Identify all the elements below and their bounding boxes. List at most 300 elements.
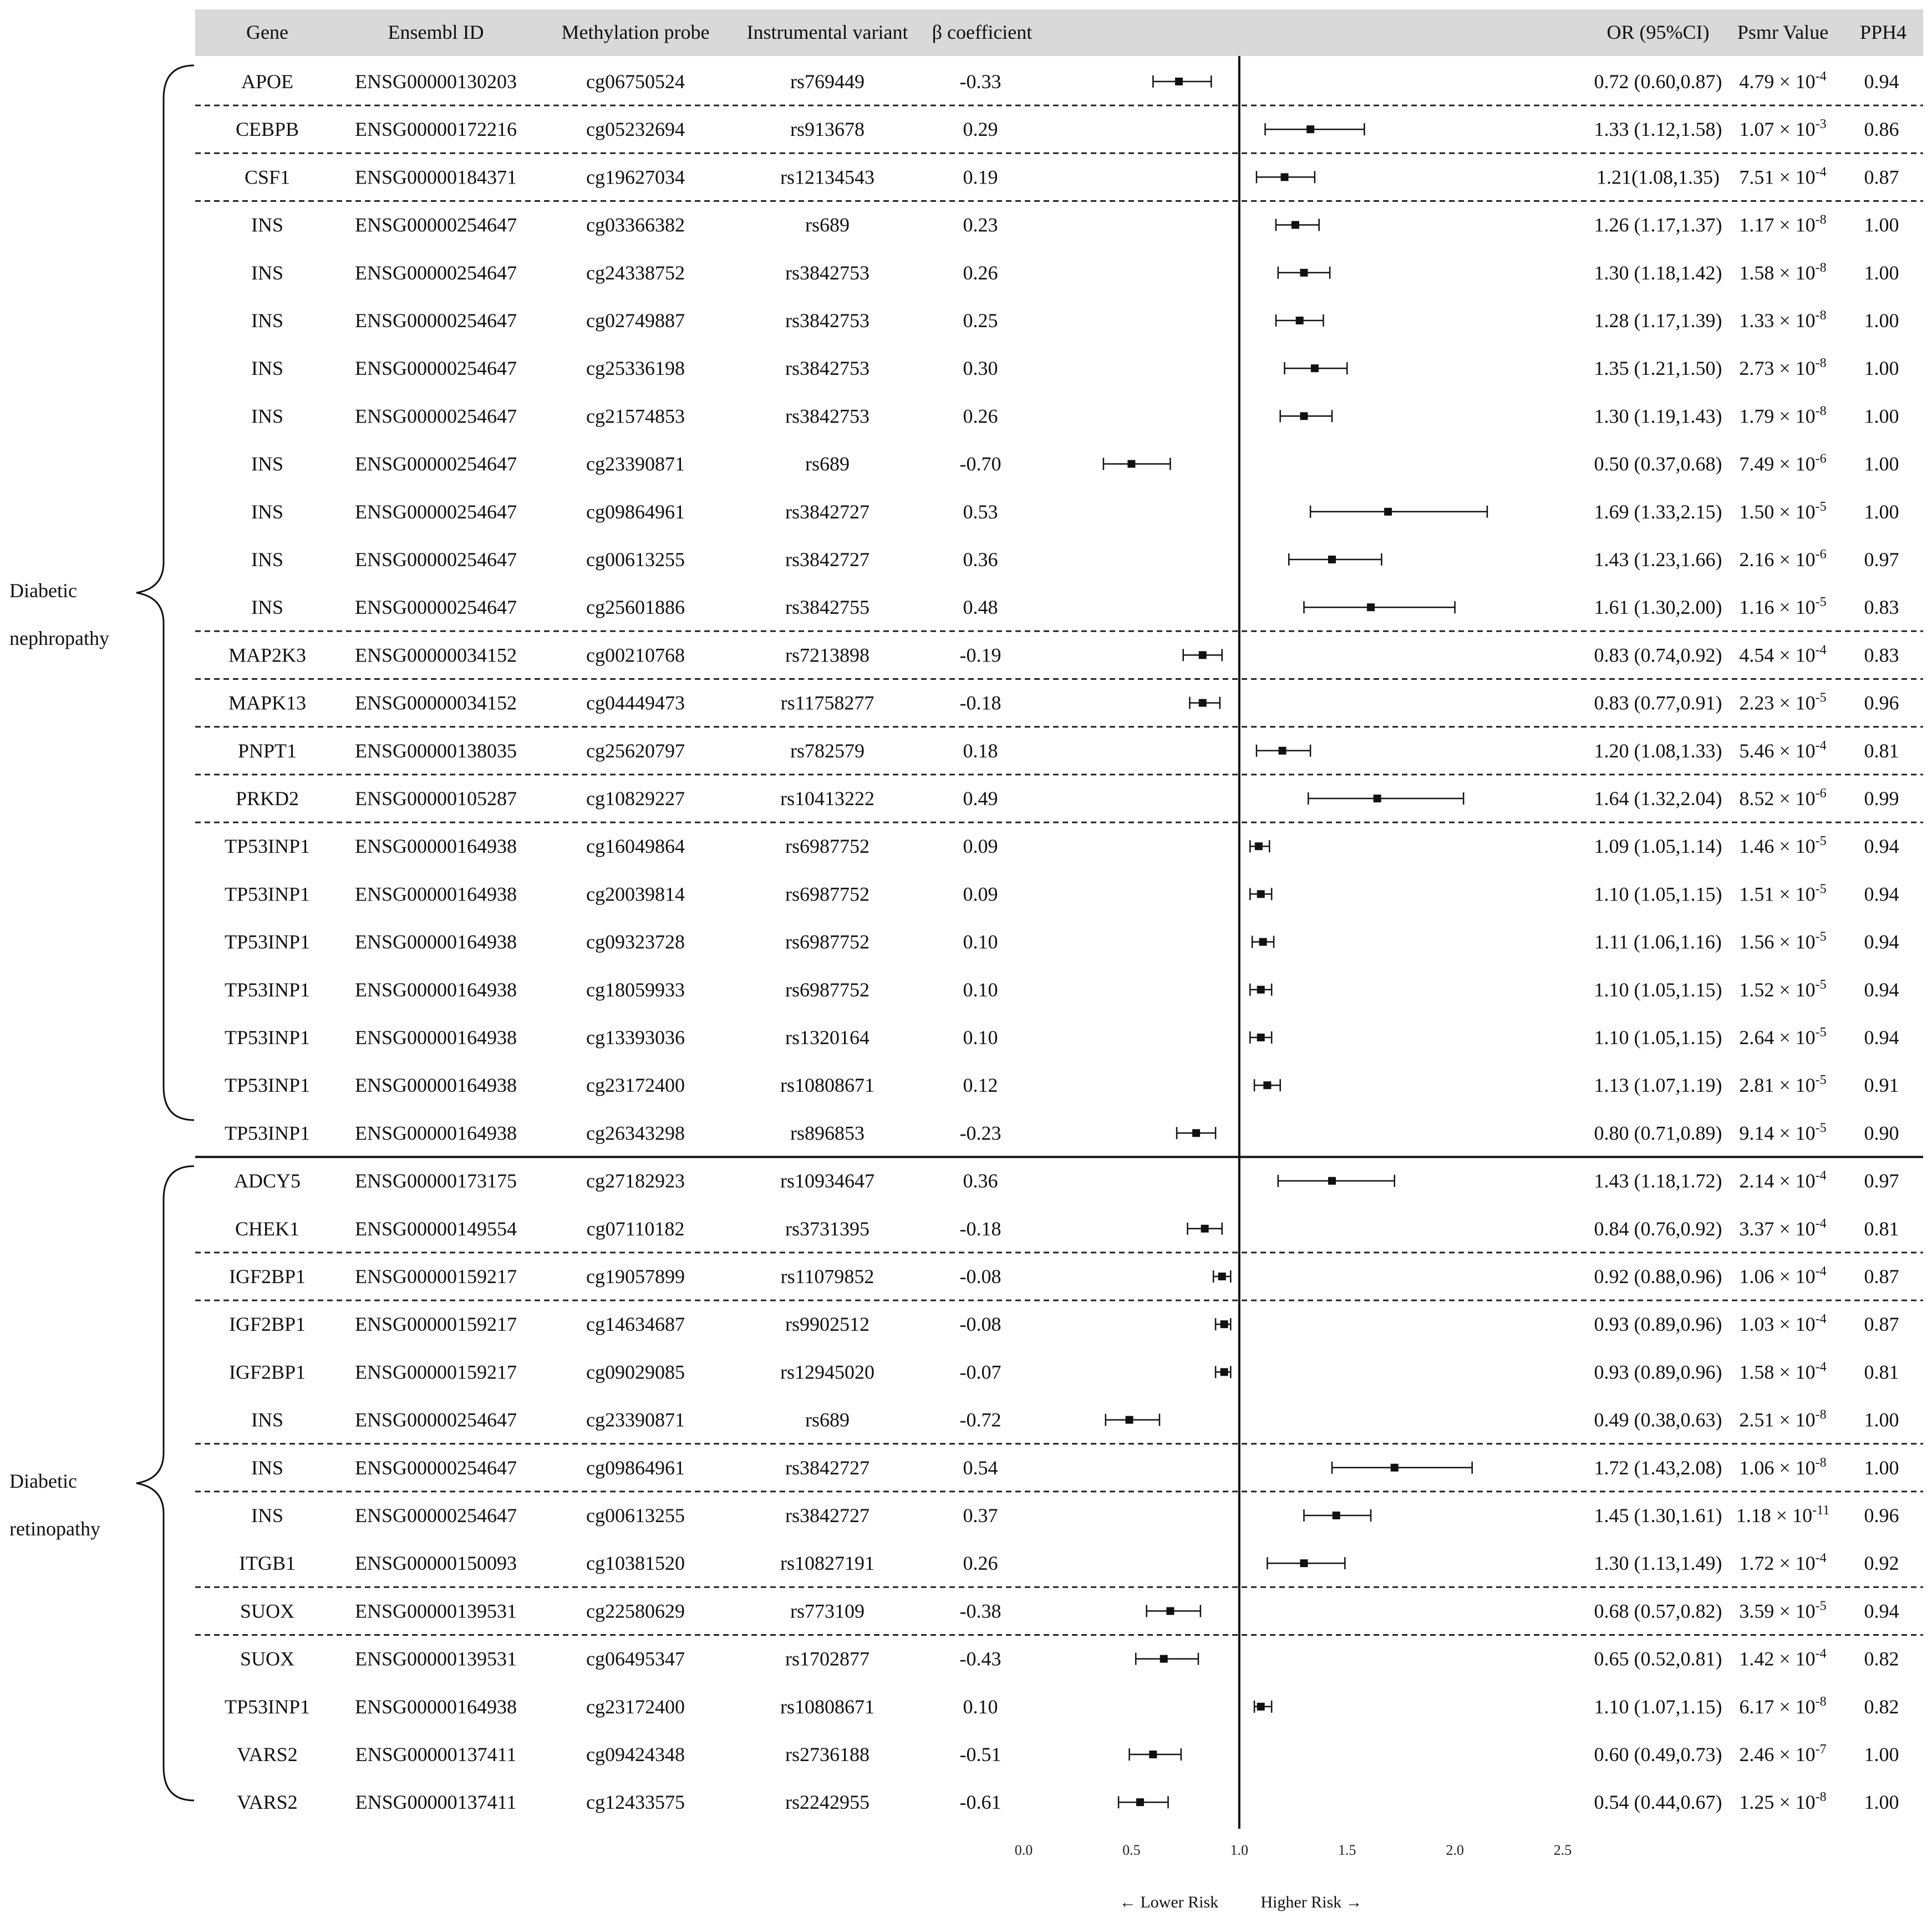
methylation-probe: cg07110182 bbox=[586, 1217, 685, 1240]
or-point bbox=[1333, 1512, 1340, 1519]
beta-coefficient: 0.23 bbox=[963, 213, 998, 236]
psmr-value bbox=[1739, 547, 1826, 571]
lower-risk-label: ← Lower Risk bbox=[1119, 1893, 1219, 1911]
instrumental-variant: rs7213898 bbox=[785, 644, 870, 667]
pph4-value: 0.96 bbox=[1864, 1504, 1899, 1527]
beta-coefficient: 0.10 bbox=[963, 930, 998, 953]
or-ci-value: 0.92 (0.88,0.96) bbox=[1594, 1265, 1722, 1288]
psmr-mantissa: 1.42 × 10 bbox=[1739, 1647, 1816, 1670]
x-tick-label: 1.5 bbox=[1338, 1842, 1356, 1858]
gene-name: INS bbox=[251, 596, 284, 619]
ensembl-id: ENSG00000164938 bbox=[354, 883, 517, 905]
ensembl-id: ENSG00000034152 bbox=[354, 691, 517, 714]
pph4-value: 1.00 bbox=[1864, 213, 1899, 236]
instrumental-variant: rs10934647 bbox=[780, 1169, 875, 1192]
psmr-exponent: -5 bbox=[1815, 1599, 1827, 1614]
psmr-value bbox=[1739, 595, 1826, 618]
instrumental-variant: rs782579 bbox=[790, 739, 865, 762]
psmr-exponent: -5 bbox=[1815, 882, 1827, 897]
or-point bbox=[1300, 412, 1308, 420]
gene-name: INS bbox=[251, 213, 284, 236]
or-point bbox=[1257, 1034, 1265, 1041]
psmr-exponent: -5 bbox=[1815, 834, 1827, 849]
ensembl-id: ENSG00000137411 bbox=[355, 1791, 517, 1814]
or-point bbox=[1367, 603, 1375, 611]
beta-coefficient: -0.61 bbox=[959, 1791, 1001, 1814]
psmr-exponent: -5 bbox=[1815, 499, 1827, 514]
or-point bbox=[1257, 986, 1265, 994]
or-ci-value: 1.11 (1.06,1.16) bbox=[1594, 930, 1722, 953]
pph4-value: 0.90 bbox=[1864, 1122, 1899, 1144]
psmr-mantissa: 1.46 × 10 bbox=[1739, 835, 1816, 858]
pph4-value: 0.94 bbox=[1864, 1026, 1899, 1049]
psmr-mantissa: 1.72 × 10 bbox=[1739, 1552, 1816, 1575]
or-ci-value: 0.93 (0.89,0.96) bbox=[1594, 1313, 1722, 1336]
psmr-mantissa: 1.58 × 10 bbox=[1739, 1361, 1816, 1383]
or-point bbox=[1292, 221, 1299, 229]
beta-coefficient: -0.18 bbox=[959, 691, 1001, 714]
ensembl-id: ENSG00000254647 bbox=[354, 213, 517, 236]
gene-name: INS bbox=[251, 309, 284, 332]
instrumental-variant: rs6987752 bbox=[785, 835, 870, 858]
or-point bbox=[1263, 1081, 1271, 1089]
psmr-mantissa: 1.56 × 10 bbox=[1739, 930, 1816, 953]
psmr-mantissa: 2.64 × 10 bbox=[1739, 1026, 1816, 1049]
ensembl-id: ENSG00000254647 bbox=[354, 548, 517, 571]
methylation-probe: cg25336198 bbox=[586, 357, 685, 380]
pph4-value: 1.00 bbox=[1864, 452, 1899, 475]
ensembl-id: ENSG00000130203 bbox=[354, 70, 517, 93]
psmr-mantissa: 1.25 × 10 bbox=[1739, 1791, 1816, 1814]
psmr-mantissa: 1.50 × 10 bbox=[1739, 500, 1816, 523]
or-point bbox=[1391, 1464, 1399, 1472]
gene-name: INS bbox=[251, 357, 284, 380]
gene-name: SUOX bbox=[240, 1600, 295, 1622]
psmr-value bbox=[1739, 1264, 1826, 1288]
gene-name: ADCY5 bbox=[233, 1169, 301, 1192]
beta-coefficient: 0.36 bbox=[963, 1169, 998, 1192]
or-ci-value: 0.68 (0.57,0.82) bbox=[1594, 1600, 1722, 1622]
psmr-exponent: -4 bbox=[1815, 1551, 1827, 1566]
psmr-mantissa: 2.16 × 10 bbox=[1739, 548, 1816, 571]
methylation-probe: cg25601886 bbox=[586, 596, 685, 619]
instrumental-variant: rs1320164 bbox=[785, 1026, 870, 1049]
ensembl-id: ENSG00000254647 bbox=[354, 1456, 517, 1479]
gene-name: CEBPB bbox=[235, 118, 299, 141]
psmr-value bbox=[1739, 1408, 1826, 1431]
or-point bbox=[1175, 78, 1183, 85]
psmr-value bbox=[1739, 1121, 1826, 1144]
methylation-probe: cg18059933 bbox=[586, 978, 685, 1001]
beta-coefficient: 0.54 bbox=[963, 1456, 998, 1479]
psmr-value bbox=[1739, 1551, 1826, 1574]
pph4-value: 0.82 bbox=[1864, 1647, 1899, 1670]
or-ci-value: 1.21(1.08,1.35) bbox=[1597, 166, 1720, 189]
psmr-exponent: -4 bbox=[1815, 1646, 1827, 1661]
or-point bbox=[1306, 125, 1314, 133]
psmr-value bbox=[1739, 739, 1826, 762]
beta-coefficient: 0.10 bbox=[963, 1695, 998, 1718]
beta-coefficient: 0.36 bbox=[963, 548, 998, 571]
psmr-value bbox=[1739, 165, 1826, 188]
methylation-probe: cg21574853 bbox=[586, 405, 685, 428]
psmr-value bbox=[1739, 930, 1826, 953]
x-tick-label: 2.0 bbox=[1446, 1842, 1464, 1858]
or-ci-value: 1.30 (1.19,1.43) bbox=[1594, 405, 1722, 428]
psmr-value bbox=[1739, 1169, 1826, 1192]
or-ci-value: 1.26 (1.17,1.37) bbox=[1594, 213, 1722, 236]
or-ci-value: 1.64 (1.32,2.04) bbox=[1594, 787, 1722, 810]
psmr-value bbox=[1739, 1073, 1826, 1096]
psmr-value bbox=[1739, 213, 1826, 236]
gene-name: IGF2BP1 bbox=[228, 1265, 306, 1288]
or-ci-value: 1.72 (1.43,2.08) bbox=[1594, 1456, 1722, 1479]
ensembl-id: ENSG00000137411 bbox=[355, 1743, 517, 1766]
or-point bbox=[1279, 747, 1287, 755]
psmr-exponent: -4 bbox=[1815, 738, 1827, 753]
methylation-probe: cg09029085 bbox=[586, 1361, 685, 1383]
beta-coefficient: -0.38 bbox=[959, 1600, 1001, 1622]
psmr-exponent: -4 bbox=[1815, 643, 1827, 658]
methylation-probe: cg09864961 bbox=[586, 500, 685, 523]
group-label: Diabetic bbox=[9, 579, 77, 602]
beta-coefficient: -0.70 bbox=[959, 452, 1001, 475]
psmr-mantissa: 2.51 × 10 bbox=[1739, 1408, 1816, 1431]
psmr-value bbox=[1739, 500, 1826, 523]
pph4-value: 0.94 bbox=[1864, 835, 1899, 858]
pph4-value: 0.83 bbox=[1864, 596, 1899, 619]
or-point bbox=[1136, 1798, 1144, 1806]
column-header: Gene bbox=[246, 21, 288, 43]
gene-name: TP53INP1 bbox=[224, 978, 311, 1001]
beta-coefficient: 0.37 bbox=[963, 1504, 998, 1527]
beta-coefficient: 0.19 bbox=[963, 166, 998, 189]
or-ci-value: 0.60 (0.49,0.73) bbox=[1594, 1743, 1722, 1766]
psmr-exponent: -4 bbox=[1815, 165, 1827, 180]
ensembl-id: ENSG00000184371 bbox=[354, 166, 517, 189]
beta-coefficient: 0.29 bbox=[963, 118, 998, 141]
or-point bbox=[1201, 1225, 1209, 1233]
or-point bbox=[1328, 1177, 1336, 1185]
gene-name: TP53INP1 bbox=[224, 1026, 311, 1049]
beta-coefficient: -0.43 bbox=[959, 1647, 1001, 1670]
psmr-mantissa: 6.17 × 10 bbox=[1739, 1695, 1816, 1718]
psmr-value bbox=[1739, 834, 1826, 857]
gene-name: PRKD2 bbox=[235, 787, 299, 810]
instrumental-variant: rs3842727 bbox=[785, 548, 870, 571]
or-ci-value: 0.50 (0.37,0.68) bbox=[1594, 452, 1722, 475]
or-ci-value: 0.84 (0.76,0.92) bbox=[1594, 1217, 1722, 1240]
beta-coefficient: -0.72 bbox=[959, 1408, 1001, 1431]
or-ci-value: 1.69 (1.33,2.15) bbox=[1594, 500, 1722, 523]
pph4-value: 0.94 bbox=[1864, 1600, 1899, 1622]
methylation-probe: cg20039814 bbox=[586, 883, 685, 905]
psmr-value bbox=[1739, 643, 1826, 666]
psmr-value bbox=[1739, 978, 1826, 1001]
methylation-probe: cg12433575 bbox=[586, 1791, 685, 1814]
psmr-mantissa: 4.54 × 10 bbox=[1739, 644, 1816, 667]
psmr-exponent: -4 bbox=[1815, 1312, 1827, 1327]
x-tick-label: 0.0 bbox=[1014, 1842, 1033, 1858]
or-point bbox=[1166, 1607, 1174, 1615]
gene-name: INS bbox=[251, 405, 284, 428]
methylation-probe: cg09424348 bbox=[586, 1743, 685, 1766]
psmr-mantissa: 1.06 × 10 bbox=[1739, 1265, 1816, 1288]
psmr-exponent: -6 bbox=[1815, 547, 1827, 562]
psmr-value bbox=[1739, 1599, 1826, 1622]
ensembl-id: ENSG00000164938 bbox=[354, 835, 517, 858]
or-point bbox=[1300, 1559, 1308, 1567]
pph4-value: 1.00 bbox=[1864, 1743, 1899, 1766]
or-ci-value: 1.10 (1.05,1.15) bbox=[1594, 978, 1722, 1001]
methylation-probe: cg04449473 bbox=[586, 691, 685, 714]
beta-coefficient: -0.08 bbox=[959, 1313, 1001, 1336]
gene-name: IGF2BP1 bbox=[228, 1313, 306, 1336]
instrumental-variant: rs11079852 bbox=[780, 1265, 875, 1288]
ensembl-id: ENSG00000159217 bbox=[354, 1361, 517, 1383]
methylation-probe: cg26343298 bbox=[586, 1122, 685, 1144]
instrumental-variant: rs6987752 bbox=[785, 930, 870, 953]
or-ci-value: 1.09 (1.05,1.14) bbox=[1594, 835, 1722, 858]
or-point bbox=[1374, 795, 1381, 802]
instrumental-variant: rs773109 bbox=[790, 1600, 865, 1622]
psmr-mantissa: 1.06 × 10 bbox=[1739, 1456, 1816, 1479]
psmr-value bbox=[1739, 1360, 1826, 1383]
group-label: Diabetic bbox=[9, 1470, 77, 1492]
column-header: Instrumental variant bbox=[746, 21, 908, 43]
or-point bbox=[1300, 269, 1308, 277]
psmr-exponent: -4 bbox=[1815, 1360, 1827, 1375]
gene-name: CHEK1 bbox=[235, 1217, 299, 1240]
psmr-exponent: -8 bbox=[1815, 1694, 1827, 1709]
psmr-mantissa: 3.59 × 10 bbox=[1739, 1600, 1816, 1622]
or-ci-value: 1.43 (1.23,1.66) bbox=[1594, 548, 1722, 571]
psmr-mantissa: 4.79 × 10 bbox=[1739, 70, 1816, 93]
ensembl-id: ENSG00000164938 bbox=[354, 1122, 517, 1144]
pph4-value: 1.00 bbox=[1864, 500, 1899, 523]
ensembl-id: ENSG00000254647 bbox=[354, 357, 517, 380]
or-point bbox=[1199, 651, 1207, 659]
instrumental-variant: rs3842727 bbox=[785, 1456, 870, 1479]
psmr-mantissa: 1.51 × 10 bbox=[1739, 883, 1816, 905]
instrumental-variant: rs689 bbox=[805, 452, 850, 475]
or-point bbox=[1296, 317, 1304, 324]
gene-name: CSF1 bbox=[244, 166, 291, 189]
or-ci-value: 1.10 (1.07,1.15) bbox=[1594, 1695, 1722, 1718]
gene-name: INS bbox=[251, 261, 284, 284]
gene-name: MAPK13 bbox=[228, 691, 307, 714]
psmr-value bbox=[1739, 1025, 1826, 1049]
psmr-mantissa: 7.51 × 10 bbox=[1739, 166, 1816, 189]
psmr-mantissa: 1.03 × 10 bbox=[1739, 1313, 1816, 1336]
psmr-value bbox=[1739, 308, 1826, 332]
or-ci-value: 1.10 (1.05,1.15) bbox=[1594, 883, 1722, 905]
psmr-value bbox=[1739, 1456, 1826, 1479]
x-tick-label: 0.5 bbox=[1122, 1842, 1141, 1858]
instrumental-variant: rs689 bbox=[805, 1408, 850, 1431]
instrumental-variant: rs10827191 bbox=[780, 1552, 875, 1575]
or-point bbox=[1384, 508, 1392, 516]
pph4-value: 1.00 bbox=[1864, 261, 1899, 284]
psmr-mantissa: 1.07 × 10 bbox=[1739, 118, 1816, 141]
psmr-value bbox=[1739, 1790, 1826, 1813]
ensembl-id: ENSG00000254647 bbox=[354, 1504, 517, 1527]
methylation-probe: cg06495347 bbox=[586, 1647, 685, 1670]
instrumental-variant: rs6987752 bbox=[785, 883, 870, 905]
or-ci-value: 1.33 (1.12,1.58) bbox=[1594, 118, 1722, 141]
or-point bbox=[1149, 1751, 1157, 1758]
or-point bbox=[1221, 1320, 1228, 1328]
psmr-value bbox=[1739, 1217, 1826, 1240]
or-point bbox=[1257, 890, 1265, 898]
psmr-value bbox=[1739, 1312, 1826, 1335]
psmr-mantissa: 2.23 × 10 bbox=[1739, 691, 1816, 714]
psmr-exponent: -3 bbox=[1815, 117, 1827, 132]
group-label: retinopathy bbox=[9, 1518, 100, 1540]
psmr-value bbox=[1739, 261, 1826, 284]
or-point bbox=[1257, 1703, 1265, 1711]
ensembl-id: ENSG00000159217 bbox=[354, 1265, 517, 1288]
column-header: PPH4 bbox=[1859, 21, 1907, 43]
x-tick-label: 1.0 bbox=[1230, 1842, 1249, 1858]
or-point bbox=[1160, 1655, 1168, 1663]
beta-coefficient: 0.30 bbox=[963, 357, 998, 380]
gene-name: APOE bbox=[241, 70, 294, 93]
psmr-exponent: -8 bbox=[1815, 1407, 1827, 1422]
or-ci-value: 0.80 (0.71,0.89) bbox=[1594, 1122, 1722, 1144]
beta-coefficient: -0.18 bbox=[959, 1217, 1001, 1240]
gene-name: VARS2 bbox=[237, 1791, 298, 1814]
pph4-value: 0.81 bbox=[1864, 1361, 1899, 1383]
psmr-exponent: -4 bbox=[1815, 69, 1827, 84]
or-point bbox=[1199, 699, 1207, 707]
pph4-value: 0.83 bbox=[1864, 644, 1899, 667]
pph4-value: 0.81 bbox=[1864, 739, 1899, 762]
or-ci-value: 0.54 (0.44,0.67) bbox=[1594, 1791, 1722, 1814]
instrumental-variant: rs2736188 bbox=[785, 1743, 870, 1766]
methylation-probe: cg00613255 bbox=[586, 548, 685, 571]
gene-name: ITGB1 bbox=[239, 1552, 296, 1575]
beta-coefficient: -0.23 bbox=[959, 1122, 1001, 1144]
beta-coefficient: 0.12 bbox=[963, 1074, 998, 1097]
gene-name: PNPT1 bbox=[237, 739, 297, 762]
or-ci-value: 1.10 (1.05,1.15) bbox=[1594, 1026, 1722, 1049]
or-ci-value: 0.93 (0.89,0.96) bbox=[1594, 1361, 1722, 1383]
psmr-value bbox=[1739, 356, 1826, 379]
gene-name: INS bbox=[251, 1456, 284, 1479]
gene-name: INS bbox=[251, 452, 284, 475]
psmr-exponent: -5 bbox=[1815, 595, 1827, 610]
psmr-exponent: -8 bbox=[1815, 1790, 1827, 1805]
column-header: OR (95%CI) bbox=[1606, 21, 1710, 43]
beta-coefficient: -0.51 bbox=[959, 1743, 1001, 1766]
pph4-value: 0.94 bbox=[1864, 70, 1899, 93]
gene-name: IGF2BP1 bbox=[228, 1361, 306, 1383]
ensembl-id: ENSG00000254647 bbox=[354, 500, 517, 523]
pph4-value: 0.86 bbox=[1864, 118, 1899, 141]
methylation-probe: cg23390871 bbox=[586, 452, 685, 475]
psmr-exponent: -5 bbox=[1815, 690, 1827, 705]
methylation-probe: cg09864961 bbox=[586, 1456, 685, 1479]
methylation-probe: cg19057899 bbox=[586, 1265, 685, 1288]
psmr-exponent: -4 bbox=[1815, 1216, 1827, 1231]
methylation-probe: cg19627034 bbox=[586, 166, 685, 189]
ensembl-id: ENSG00000139531 bbox=[354, 1647, 517, 1670]
ensembl-id: ENSG00000164938 bbox=[354, 1026, 517, 1049]
psmr-exponent: -6 bbox=[1815, 451, 1827, 466]
or-point bbox=[1127, 460, 1135, 468]
instrumental-variant: rs10808671 bbox=[780, 1695, 875, 1718]
psmr-mantissa: 2.73 × 10 bbox=[1739, 357, 1816, 380]
psmr-value bbox=[1739, 404, 1826, 427]
or-ci-value: 1.43 (1.18,1.72) bbox=[1594, 1169, 1722, 1192]
ensembl-id: ENSG00000149554 bbox=[354, 1217, 517, 1240]
or-point bbox=[1311, 364, 1319, 372]
gene-name: VARS2 bbox=[237, 1743, 298, 1766]
methylation-probe: cg22580629 bbox=[586, 1600, 685, 1622]
ensembl-id: ENSG00000164938 bbox=[354, 978, 517, 1001]
ensembl-id: ENSG00000139531 bbox=[354, 1600, 517, 1622]
beta-coefficient: -0.19 bbox=[959, 644, 1001, 667]
psmr-value bbox=[1739, 117, 1826, 140]
ensembl-id: ENSG00000254647 bbox=[354, 261, 517, 284]
gene-name: TP53INP1 bbox=[224, 930, 311, 953]
methylation-probe: cg14634687 bbox=[586, 1313, 685, 1336]
psmr-value bbox=[1739, 1647, 1826, 1670]
psmr-value bbox=[1739, 882, 1826, 905]
methylation-probe: cg27182923 bbox=[586, 1169, 685, 1192]
ensembl-id: ENSG00000150093 bbox=[354, 1552, 517, 1575]
methylation-probe: cg00210768 bbox=[586, 644, 685, 667]
or-point bbox=[1126, 1416, 1133, 1424]
instrumental-variant: rs3842753 bbox=[785, 261, 870, 284]
beta-coefficient: -0.08 bbox=[959, 1265, 1001, 1288]
instrumental-variant: rs3842755 bbox=[785, 596, 870, 619]
ensembl-id: ENSG00000164938 bbox=[354, 1695, 517, 1718]
psmr-exponent: -6 bbox=[1815, 786, 1827, 801]
psmr-exponent: -5 bbox=[1815, 1073, 1827, 1088]
methylation-probe: cg10829227 bbox=[586, 787, 685, 810]
column-header: Ensembl ID bbox=[388, 21, 484, 43]
psmr-mantissa: 1.16 × 10 bbox=[1739, 596, 1816, 619]
beta-coefficient: 0.09 bbox=[963, 835, 998, 858]
column-header: β coefficient bbox=[932, 21, 1033, 43]
psmr-exponent: -8 bbox=[1815, 1455, 1827, 1470]
or-ci-value: 1.28 (1.17,1.39) bbox=[1594, 309, 1722, 332]
beta-coefficient: 0.26 bbox=[963, 1552, 998, 1575]
beta-coefficient: 0.53 bbox=[963, 500, 998, 523]
gene-name: INS bbox=[251, 548, 284, 571]
psmr-mantissa: 2.46 × 10 bbox=[1739, 1743, 1816, 1766]
methylation-probe: cg10381520 bbox=[586, 1552, 685, 1575]
or-point bbox=[1221, 1368, 1228, 1376]
beta-coefficient: 0.25 bbox=[963, 309, 998, 332]
pph4-value: 0.87 bbox=[1864, 166, 1899, 189]
psmr-exponent: -8 bbox=[1815, 308, 1827, 323]
instrumental-variant: rs689 bbox=[805, 213, 850, 236]
psmr-mantissa: 9.14 × 10 bbox=[1739, 1122, 1816, 1144]
gene-name: TP53INP1 bbox=[224, 1074, 311, 1097]
psmr-value bbox=[1739, 452, 1826, 475]
pph4-value: 0.97 bbox=[1864, 548, 1899, 571]
pph4-value: 1.00 bbox=[1864, 357, 1899, 380]
psmr-exponent: -8 bbox=[1815, 404, 1827, 419]
psmr-exponent: -5 bbox=[1815, 929, 1827, 944]
gene-name: MAP2K3 bbox=[228, 644, 307, 667]
psmr-mantissa: 5.46 × 10 bbox=[1739, 739, 1816, 762]
gene-name: INS bbox=[251, 1504, 284, 1527]
psmr-exponent: -4 bbox=[1815, 1264, 1827, 1279]
